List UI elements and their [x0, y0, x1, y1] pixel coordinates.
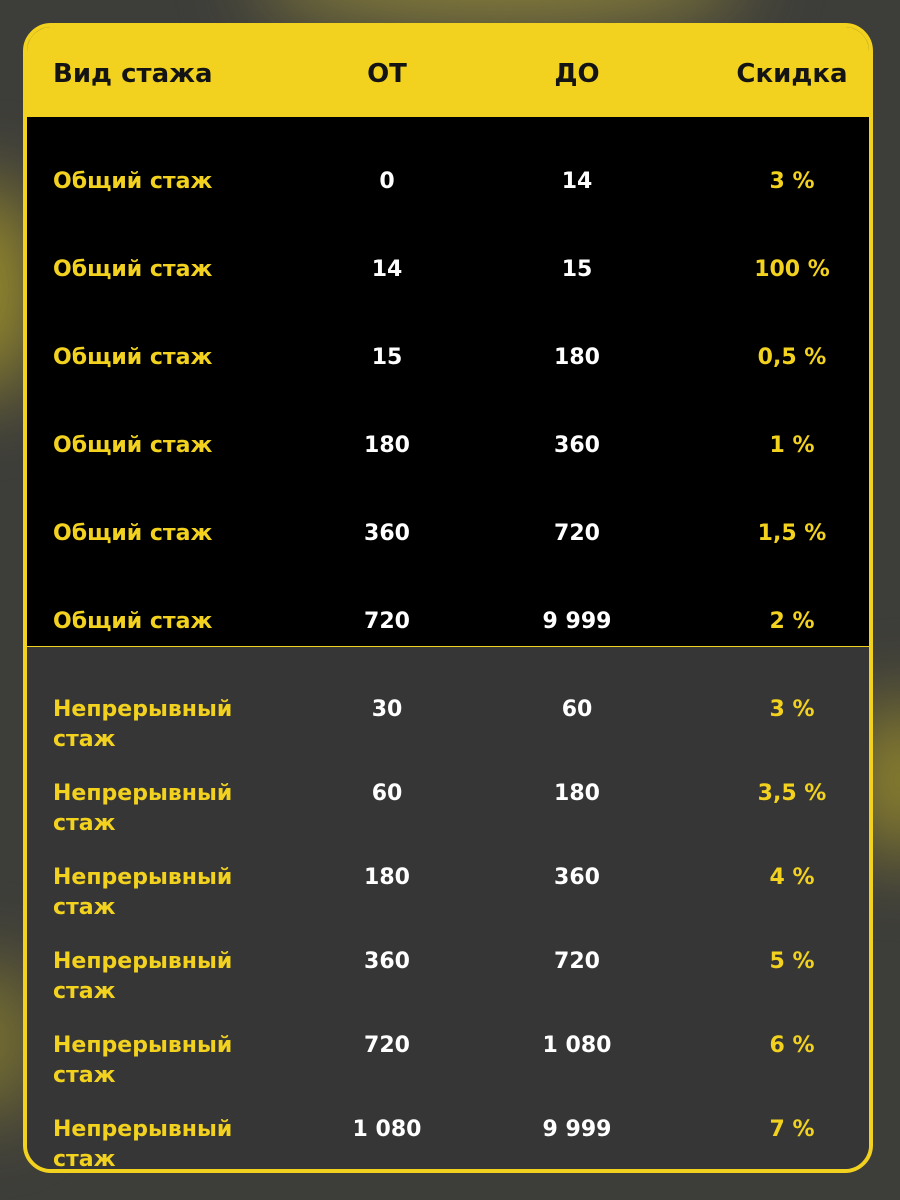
row-to: 180 [554, 781, 600, 806]
row-discount: 5 % [769, 949, 815, 974]
row-discount: 100 % [754, 257, 830, 282]
row-from: 720 [364, 609, 410, 634]
header-to: ДО [554, 59, 600, 89]
row-from: 30 [371, 697, 403, 722]
continuous-experience-section [27, 647, 869, 1173]
row-discount: 3 % [769, 697, 815, 722]
row-to: 360 [554, 433, 600, 458]
row-type: Непрерывный стаж [53, 1033, 233, 1088]
row-type: Общий стаж [53, 521, 213, 546]
row-from: 360 [364, 949, 410, 974]
row-from: 180 [364, 865, 410, 890]
row-discount: 1,5 % [757, 521, 827, 546]
row-to: 14 [561, 169, 593, 194]
row-type: Непрерывный стаж [53, 697, 233, 752]
row-to: 9 999 [542, 1117, 612, 1142]
table-header [27, 27, 869, 117]
row-to: 15 [561, 257, 593, 282]
row-type: Общий стаж [53, 433, 213, 458]
row-from: 14 [371, 257, 403, 282]
general-experience-section [27, 117, 869, 647]
row-type: Непрерывный стаж [53, 1117, 233, 1172]
row-from: 360 [364, 521, 410, 546]
row-from: 0 [379, 169, 395, 194]
row-discount: 1 % [769, 433, 815, 458]
row-from: 1 080 [352, 1117, 422, 1142]
row-to: 60 [561, 697, 593, 722]
row-from: 60 [371, 781, 403, 806]
row-from: 180 [364, 433, 410, 458]
row-type: Непрерывный стаж [53, 949, 233, 1004]
row-discount: 4 % [769, 865, 815, 890]
background-glow-top [250, 0, 750, 20]
row-discount: 3 % [769, 169, 815, 194]
row-to: 180 [554, 345, 600, 370]
row-discount: 7 % [769, 1117, 815, 1142]
row-discount: 2 % [769, 609, 815, 634]
header-from: ОТ [367, 59, 407, 89]
row-to: 1 080 [542, 1033, 612, 1058]
row-to: 9 999 [542, 609, 612, 634]
row-type: Общий стаж [53, 345, 213, 370]
header-discount: Скидка [736, 59, 848, 89]
row-to: 360 [554, 865, 600, 890]
row-type: Общий стаж [53, 257, 213, 282]
row-discount: 3,5 % [757, 781, 827, 806]
row-to: 720 [554, 949, 600, 974]
row-from: 720 [364, 1033, 410, 1058]
row-type: Общий стаж [53, 609, 213, 634]
header-type: Вид стажа [53, 59, 213, 89]
row-to: 720 [554, 521, 600, 546]
row-type: Непрерывный стаж [53, 781, 233, 836]
row-type: Общий стаж [53, 169, 213, 194]
row-type: Непрерывный стаж [53, 865, 233, 920]
row-discount: 6 % [769, 1033, 815, 1058]
row-from: 15 [371, 345, 403, 370]
row-discount: 0,5 % [757, 345, 827, 370]
discount-table-card [23, 23, 873, 1173]
